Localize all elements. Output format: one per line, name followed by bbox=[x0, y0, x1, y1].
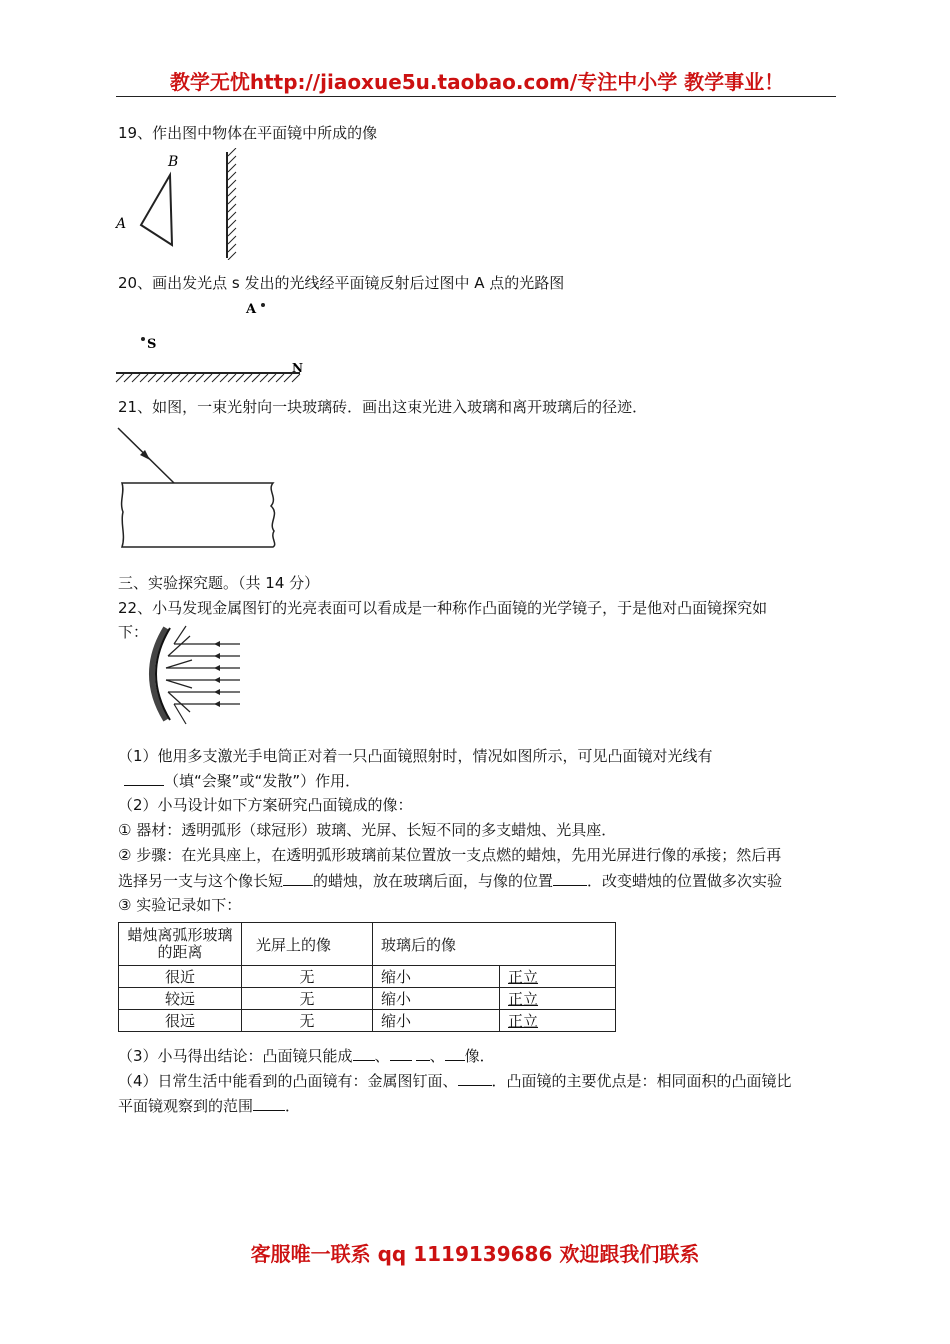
header-behind-glass: 玻璃后的像 bbox=[373, 923, 616, 966]
cell-size: 缩小 bbox=[373, 966, 500, 988]
experiment-table bbox=[118, 922, 616, 1032]
cell-orientation bbox=[500, 988, 616, 1010]
cell-orientation bbox=[500, 1010, 616, 1032]
ray-arrows bbox=[214, 641, 220, 707]
q22-p2: （2）小马设计如下方案研究凸面镜成的像： bbox=[118, 796, 413, 814]
orientation-text: 正立 bbox=[508, 1012, 539, 1030]
cell-screen: 无 bbox=[242, 1010, 373, 1032]
cell-distance: 很近 bbox=[119, 966, 242, 988]
cell-orientation bbox=[500, 966, 616, 988]
q22-step2-line2b: 的蜡烛，放在玻璃后面，与像的位置 bbox=[313, 872, 554, 890]
answer-blank-3[interactable] bbox=[553, 871, 587, 886]
q22-step2-line2c: ．改变蜡烛的位置做多次实验 bbox=[587, 872, 783, 890]
cell-screen: 无 bbox=[242, 988, 373, 1010]
q21-text: 21、如图，一束光射向一块玻璃砖．画出这束光进入玻璃和离开玻璃后的径迹． bbox=[118, 398, 648, 416]
answer-blank-8[interactable] bbox=[458, 1071, 492, 1086]
reflected-rays bbox=[166, 626, 192, 724]
glass-brick bbox=[122, 483, 275, 547]
header-distance: 蜡烛离弧形玻璃的距离 bbox=[119, 923, 242, 966]
section3-title: 三、实验探究题。（共 14 分） bbox=[118, 574, 320, 592]
q20-label-s: S bbox=[147, 337, 157, 352]
page-footer: 客服唯一联系 qq 1119139686 欢迎跟我们联系 bbox=[250, 1242, 700, 1266]
q22-p3b: 像． bbox=[464, 1047, 495, 1065]
q22-p4-line1b: ．凸面镜的主要优点是：相同面积的凸面镜比 bbox=[491, 1072, 792, 1090]
q22-step1: ① 器材：透明弧形（球冠形）玻璃、光屏、长短不同的多支蜡烛、光具座． bbox=[118, 821, 617, 839]
object-triangle bbox=[141, 175, 172, 245]
mirror-hatching bbox=[228, 148, 236, 260]
cell-screen: 无 bbox=[242, 966, 373, 988]
header-url[interactable]: http://jiaoxue5u.taobao.com/ bbox=[249, 70, 578, 94]
p3-sep-2: 、 bbox=[429, 1047, 445, 1065]
q22-p4-line2 bbox=[118, 1096, 300, 1115]
p3-sep-1: 、 bbox=[374, 1047, 390, 1065]
incident-rays bbox=[166, 644, 240, 704]
q22-p1-line2-wrap bbox=[124, 771, 360, 790]
q19-label-b: B bbox=[168, 154, 179, 170]
q22-intro-line2: 下： bbox=[118, 623, 149, 641]
q21-figure bbox=[112, 420, 292, 552]
answer-blank-4[interactable] bbox=[353, 1046, 375, 1061]
q22-p3a: （3）小马得出结论：凸面镜只能成 bbox=[118, 1047, 353, 1065]
q22-step2-line2 bbox=[118, 871, 782, 890]
q22-p4-end: ． bbox=[285, 1097, 301, 1115]
header-prefix: 教学无忧 bbox=[169, 70, 250, 94]
q20-label-a: A bbox=[246, 302, 257, 317]
ground-hatching bbox=[116, 374, 300, 382]
table-row bbox=[119, 988, 616, 1010]
header-suffix: 专注中小学 教学事业！ bbox=[577, 70, 785, 94]
q22-p1-line1: （1）他用多支激光手电筒正对着一只凸面镜照射时，情况如图所示，可见凸面镜对光线有 bbox=[118, 747, 713, 765]
answer-blank-2[interactable] bbox=[283, 871, 313, 886]
header-divider bbox=[116, 96, 836, 97]
q22-p3 bbox=[118, 1046, 495, 1065]
page-header bbox=[118, 66, 836, 95]
q22-p1-line2: （填“会聚”或“发散”）作用． bbox=[164, 772, 361, 790]
cell-distance: 很远 bbox=[119, 1010, 242, 1032]
q19-label-a: A bbox=[116, 216, 127, 232]
q22-step3: ③ 实验记录如下： bbox=[118, 896, 242, 914]
table-row bbox=[119, 1010, 616, 1032]
orientation-text: 正立 bbox=[508, 990, 539, 1008]
q22-step2-line1: ② 步骤：在光具座上，在透明弧形玻璃前某位置放一支点燃的蜡烛，先用光屏进行像的承接；然后再 bbox=[118, 846, 782, 864]
answer-blank-9[interactable] bbox=[253, 1096, 285, 1111]
q22-p4-line2-text: 平面镜观察到的范围 bbox=[118, 1097, 254, 1115]
cell-size: 缩小 bbox=[373, 988, 500, 1010]
header-screen: 光屏上的像 bbox=[242, 923, 373, 966]
cell-distance: 较远 bbox=[119, 988, 242, 1010]
point-a bbox=[261, 303, 265, 307]
orientation-text: 正立 bbox=[508, 968, 539, 986]
cell-size: 缩小 bbox=[373, 1010, 500, 1032]
answer-blank-5[interactable] bbox=[390, 1046, 412, 1061]
table-header-row bbox=[119, 923, 616, 966]
convex-mirror-figure bbox=[140, 624, 246, 728]
q20-label-n: N bbox=[292, 361, 303, 375]
q20-text: 20、画出发光点 s 发出的光线经平面镜反射后过图中 A 点的光路图 bbox=[118, 274, 565, 292]
q22-step2-line2a: 选择另一支与这个像长短 bbox=[118, 872, 284, 890]
q20-figure bbox=[110, 296, 310, 388]
answer-blank-7[interactable] bbox=[445, 1046, 465, 1061]
answer-blank-6[interactable] bbox=[416, 1046, 430, 1061]
point-s bbox=[141, 337, 145, 341]
table-row bbox=[119, 966, 616, 988]
q19-figure bbox=[110, 148, 250, 260]
q22-p4-line1a: （4）日常生活中能看到的凸面镜有：金属图钉面、 bbox=[118, 1072, 458, 1090]
q19-text: 19、作出图中物体在平面镜中所成的像 bbox=[118, 124, 378, 142]
q22-intro-line1: 22、小马发现金属图钉的光亮表面可以看成是一种称作凸面镜的光学镜子，于是他对凸面镜探究如 bbox=[118, 599, 768, 617]
answer-blank-1[interactable] bbox=[124, 771, 164, 786]
q22-p4-line1 bbox=[118, 1071, 792, 1090]
